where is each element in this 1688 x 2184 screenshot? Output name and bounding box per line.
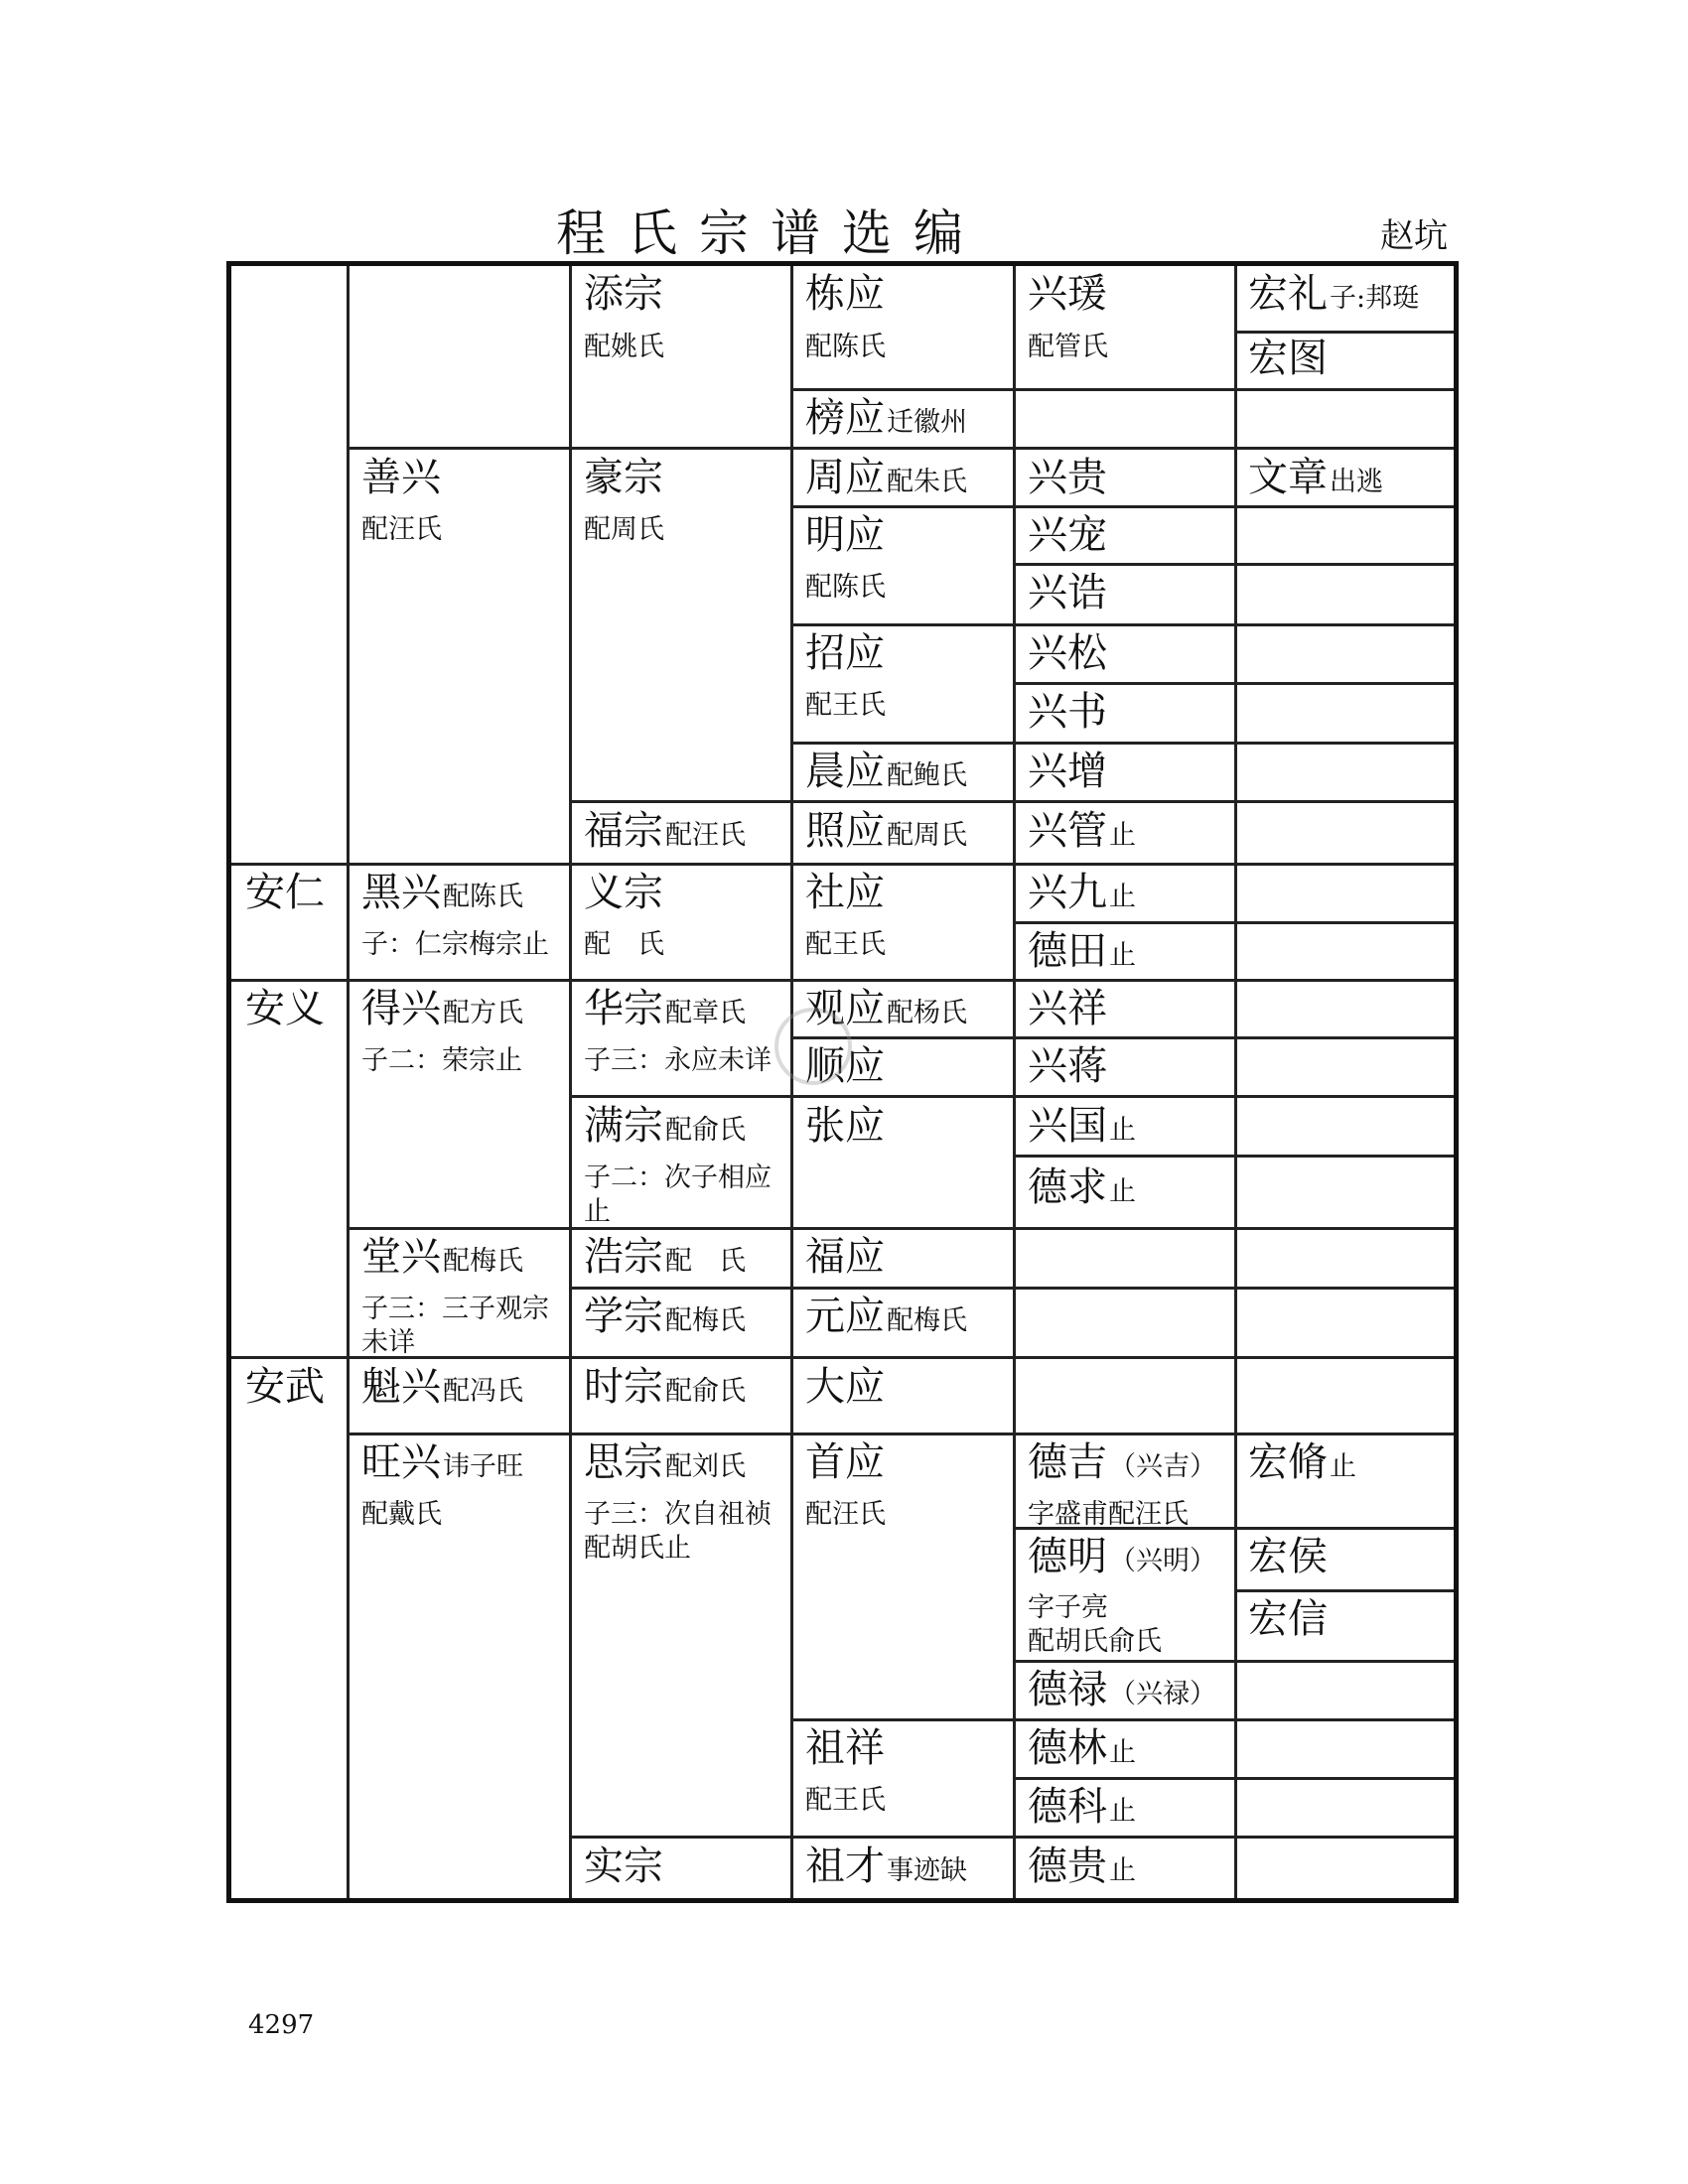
- branch-anyi: 安义: [245, 986, 325, 1031]
- person-bangying: 榜应迁徽州: [805, 395, 967, 441]
- person-fuzong: 福宗配汪氏: [584, 808, 746, 854]
- row-rule: [1013, 682, 1454, 685]
- person-zhaoying2: 照应配周氏: [805, 808, 967, 854]
- spouse-note: 配戴氏: [361, 1499, 442, 1530]
- person-deke: 德科止: [1028, 1784, 1136, 1830]
- row-rule: [347, 1433, 1454, 1435]
- person-xingjiang: 兴蒋: [1028, 1043, 1107, 1089]
- person-xuezong: 学宗配梅氏: [584, 1294, 746, 1339]
- spouse-note: 配汪氏: [361, 514, 442, 545]
- spouse-note: 配胡氏俞氏: [1028, 1626, 1162, 1657]
- person-xingxiang: 兴祥: [1028, 986, 1107, 1031]
- spouse-note: 配管氏: [1028, 332, 1108, 362]
- person-fuying: 福应: [805, 1234, 885, 1280]
- row-rule: [1234, 331, 1454, 334]
- children-note-continued: 止: [584, 1196, 611, 1227]
- person-heixing: 黑兴配陈氏: [361, 870, 523, 915]
- person-zhouying: 周应配朱氏: [805, 455, 967, 500]
- person-yuanying: 元应配梅氏: [805, 1294, 967, 1339]
- row-rule: [1013, 1155, 1454, 1158]
- spouse-note: 配陈氏: [805, 572, 886, 603]
- children-note: 子二：荣宗止: [361, 1045, 522, 1076]
- person-xingyuan: 兴瑗: [1028, 271, 1107, 317]
- person-xingzeng: 兴增: [1028, 749, 1107, 794]
- page-title: 程氏宗谱选编: [556, 205, 985, 262]
- courtesy-note: 字子亮: [1028, 1592, 1108, 1623]
- person-xinggui: 兴贵: [1028, 455, 1107, 500]
- branch-anren: 安仁: [245, 870, 325, 915]
- person-sheying: 社应: [805, 870, 885, 915]
- row-rule: [1013, 921, 1454, 924]
- person-tianzong: 添宗: [584, 271, 663, 317]
- person-tangxing: 堂兴配梅氏: [361, 1234, 523, 1280]
- row-rule: [790, 1036, 1454, 1039]
- person-honghou: 宏侯: [1248, 1534, 1328, 1579]
- row-rule: [1234, 1589, 1454, 1592]
- spouse-note: 配王氏: [805, 929, 886, 960]
- column-rule: [347, 266, 350, 1898]
- row-rule: [790, 388, 1454, 391]
- person-guanying: 观应配杨氏: [805, 986, 967, 1031]
- column-rule: [1013, 266, 1016, 1898]
- person-degui: 德贵止: [1028, 1843, 1136, 1889]
- person-wangxing: 旺兴讳子旺: [361, 1439, 523, 1485]
- person-deji: 德吉（兴吉）: [1028, 1439, 1216, 1485]
- row-rule: [790, 623, 1454, 626]
- row-rule: [1013, 563, 1454, 566]
- person-dexing: 得兴配方氏: [361, 986, 523, 1031]
- spouse-note: 配王氏: [805, 1785, 886, 1816]
- watermark-seal: [774, 1008, 852, 1085]
- person-detian: 德田止: [1028, 928, 1136, 974]
- person-xingchong: 兴宠: [1028, 512, 1107, 558]
- person-xingguo: 兴国止: [1028, 1103, 1136, 1149]
- row-rule: [790, 505, 1454, 508]
- person-dongying: 栋应: [805, 271, 885, 317]
- person-deming: 德明（兴明）: [1028, 1534, 1216, 1579]
- children-note: 子：仁宗梅宗止: [361, 929, 549, 960]
- person-delu: 德禄（兴禄）: [1028, 1667, 1216, 1712]
- person-mingying: 明应: [805, 512, 885, 558]
- children-note: 子二：次子相应: [584, 1162, 772, 1193]
- page-number: 4297: [248, 2010, 315, 2040]
- branch-anwu: 安武: [245, 1364, 325, 1410]
- person-xingjiu: 兴九止: [1028, 870, 1136, 915]
- spouse-note: 配陈氏: [805, 332, 886, 362]
- person-huazong: 华宗配章氏: [584, 986, 746, 1031]
- person-shizong: 时宗配俞氏: [584, 1364, 746, 1410]
- person-sizong: 思宗配刘氏: [584, 1439, 746, 1485]
- person-kuixing: 魁兴配冯氏: [361, 1364, 523, 1410]
- row-rule: [569, 1287, 1454, 1290]
- person-hongxin: 宏信: [1248, 1596, 1328, 1642]
- person-wenzhang: 文章出逃: [1248, 455, 1383, 500]
- person-hongxiu: 宏脩止: [1248, 1439, 1356, 1485]
- row-rule: [347, 1227, 1454, 1230]
- column-rule: [790, 266, 793, 1898]
- person-deqiu: 德求止: [1028, 1164, 1136, 1210]
- person-chenying: 晨应配鲍氏: [805, 749, 967, 794]
- column-rule: [1234, 266, 1237, 1898]
- courtesy-note: 字盛甫配汪氏: [1028, 1499, 1189, 1530]
- person-haozong2: 浩宗配 氏: [584, 1234, 746, 1280]
- spouse-note: 配姚氏: [584, 332, 664, 362]
- row-rule: [790, 742, 1454, 745]
- children-note: 子三：次自祖祯: [584, 1499, 772, 1530]
- person-delin: 德林止: [1028, 1725, 1136, 1771]
- children-note: 子三：三子观宗: [361, 1294, 549, 1324]
- person-xingsong: 兴松: [1028, 630, 1107, 676]
- children-note-continued: 未详: [361, 1327, 415, 1358]
- spouse-note: 配王氏: [805, 690, 886, 721]
- person-zhaoying: 招应: [805, 630, 885, 676]
- person-daying: 大应: [805, 1364, 885, 1410]
- genealogy-table: [226, 261, 1459, 1903]
- person-shunying: 顺应: [805, 1043, 885, 1089]
- column-rule: [569, 266, 572, 1898]
- person-zhangying: 张应: [805, 1103, 885, 1149]
- row-rule: [790, 1718, 1454, 1721]
- children-note: 子三：永应未详: [584, 1045, 772, 1076]
- row-rule: [347, 447, 1454, 450]
- person-haozong: 豪宗: [584, 455, 663, 500]
- row-rule: [1013, 1777, 1454, 1780]
- spouse-note: 配 氏: [584, 929, 664, 960]
- person-zuxiang: 祖祥: [805, 1725, 885, 1771]
- person-zucai: 祖才事迹缺: [805, 1843, 967, 1889]
- person-shouying: 首应: [805, 1439, 885, 1485]
- person-shanxing: 善兴: [361, 455, 441, 500]
- spouse-note: 配汪氏: [805, 1499, 886, 1530]
- person-xingguan: 兴管止: [1028, 808, 1136, 854]
- spouse-note: 配周氏: [584, 514, 664, 545]
- person-hongtu: 宏图: [1248, 336, 1328, 381]
- person-hongli: 宏礼子:邦珽: [1248, 271, 1420, 317]
- person-xinggao: 兴诰: [1028, 570, 1107, 615]
- row-rule: [569, 1095, 1454, 1098]
- children-note-continued: 配胡氏止: [584, 1533, 691, 1564]
- row-rule: [569, 800, 1454, 803]
- region-label: 赵坑: [1380, 216, 1448, 256]
- person-xingshu: 兴书: [1028, 689, 1107, 735]
- row-rule: [1013, 1660, 1454, 1663]
- row-rule: [569, 1836, 1454, 1839]
- person-shizong2: 实宗: [584, 1843, 663, 1889]
- row-rule: [231, 979, 1454, 982]
- person-manzong: 满宗配俞氏: [584, 1103, 746, 1149]
- person-yizong: 义宗: [584, 870, 663, 915]
- row-rule: [231, 863, 1454, 866]
